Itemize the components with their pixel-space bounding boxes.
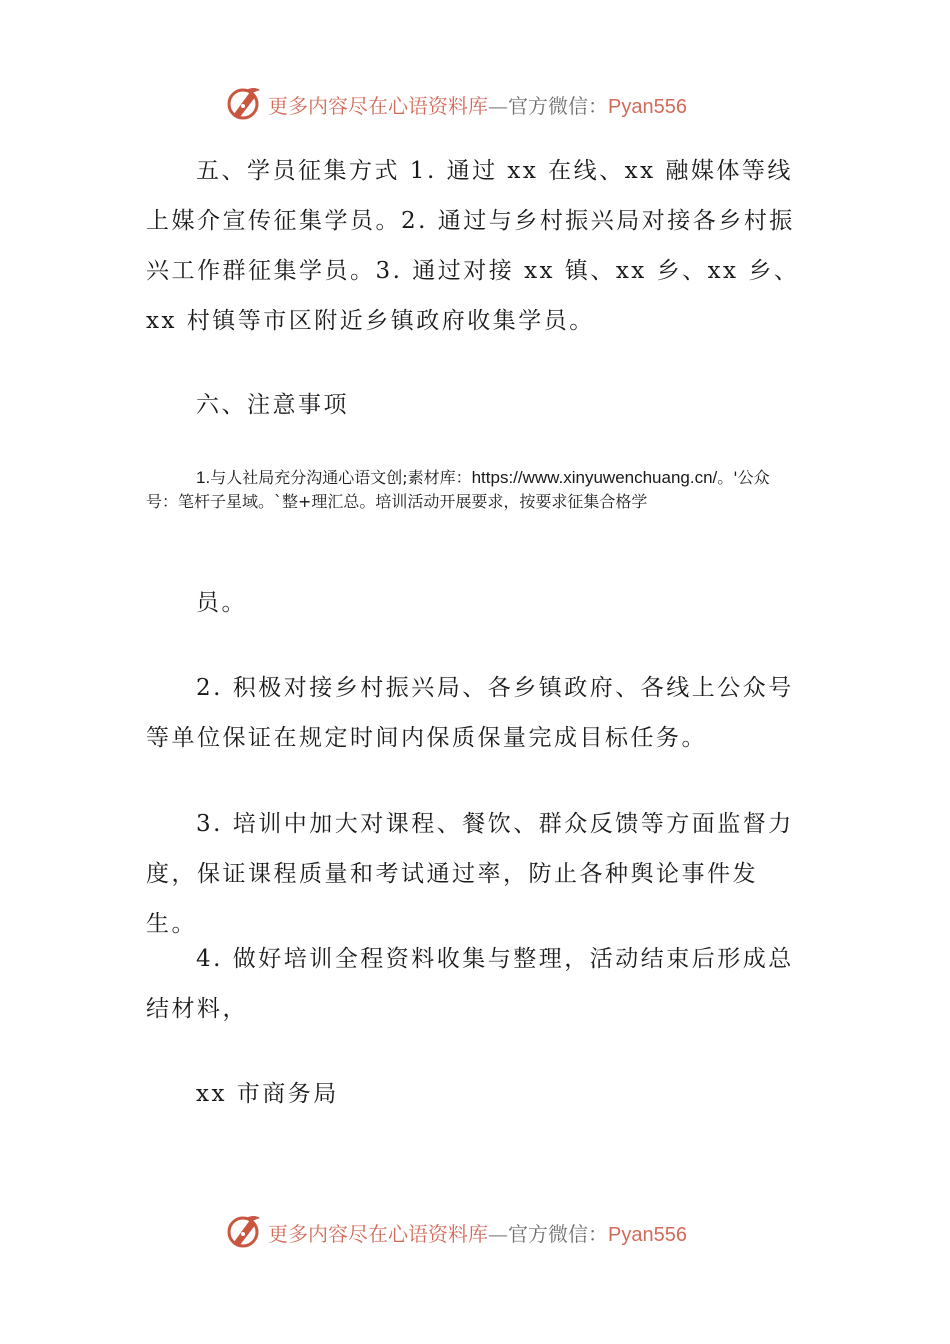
note-1-part1: 与人社局充分沟通心语文创;素材库： (210, 468, 472, 487)
note-1-url: https://www.xinyuwenchuang.cn/ (471, 468, 718, 487)
section-5-paragraph: 五、学员征集方式 1. 通过 xx 在线、xx 融媒体等线上媒介宣传征集学员。2. 通过与乡村振兴局对接各乡村振兴工作群征集学员。3. 通过对接 xx 镇、xx 乡、xx 乡、xx 村镇等市区附近乡镇政府收集学员。 (146, 158, 800, 334)
banner-dash: — (488, 1222, 508, 1246)
pen-nib-logo-icon (224, 84, 264, 122)
banner-sub-text: 官方微信： (508, 94, 608, 118)
section-6-heading: 六、注意事项 (196, 392, 349, 418)
banner-text (268, 1218, 687, 1247)
item-3-paragraph: 3. 培训中加大对课程、餐饮、群众反馈等方面监督力度，保证课程质量和考试通过率，防止各种舆论事件发生。 (146, 811, 794, 937)
banner-wechat-id: Pyan556 (608, 1224, 687, 1246)
banner-main-text: 更多内容尽在心语资料库 (268, 94, 488, 118)
header-banner (0, 78, 950, 128)
pen-nib-logo-icon (224, 1212, 264, 1250)
note-1-tail: 员。 (196, 590, 247, 616)
banner-main-text: 更多内容尽在心语资料库 (268, 1222, 488, 1246)
note-1-part2: 。'公众号：笔杆子星域。`整+理汇总。培训活动开展要求，按要求征集合格学 (146, 468, 770, 511)
item-2-paragraph: 2. 积极对接乡村振兴局、各乡镇政府、各线上公众号等单位保证在规定时间内保质保量完成目标任务。 (146, 675, 794, 751)
footer-banner (0, 1206, 950, 1256)
banner-wechat-id: Pyan556 (608, 96, 687, 118)
banner-dash: — (488, 94, 508, 118)
item-4-paragraph: 4. 做好培训全程资料收集与整理，活动结束后形成总结材料， (146, 946, 794, 1022)
signature: xx 市商务局 (196, 1081, 339, 1107)
banner-text (268, 90, 687, 119)
banner-sub-text: 官方微信： (508, 1222, 608, 1246)
note-1-paragraph (146, 466, 796, 514)
note-1-lead: 1. (196, 468, 211, 487)
